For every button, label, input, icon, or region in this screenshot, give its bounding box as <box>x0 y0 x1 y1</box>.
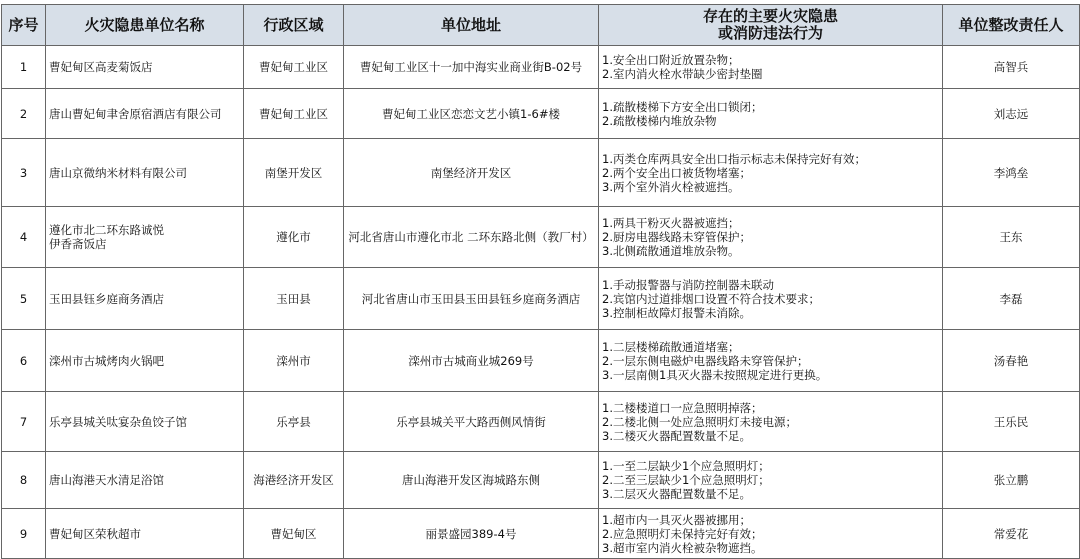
row-district: 玉田县 <box>244 268 344 330</box>
row-index: 4 <box>2 207 46 268</box>
row-unit-name: 乐亭县城关呔宴杂鱼饺子馆 <box>46 392 244 452</box>
issue-line: 2.一层东侧电磁炉电器线路未穿管保护； <box>602 353 809 368</box>
issue-line: 2.室内消火栓水带缺少密封垫圈 <box>602 67 763 81</box>
issue-line: 2.疏散楼梯内堆放杂物 <box>602 113 717 128</box>
row-unit-name: 曹妃甸区高麦菊饭店 <box>46 46 244 89</box>
row-issues <box>599 268 943 330</box>
issue-line: 2.厨房电器线路未穿管保护； <box>602 230 751 244</box>
row-responsible: 汤春艳 <box>943 330 1080 392</box>
table-row <box>2 46 1080 89</box>
row-address: 丽景盛园389-4号 <box>344 509 599 559</box>
row-district: 曹妃甸工业区 <box>244 89 344 139</box>
row-responsible: 王东 <box>943 207 1080 268</box>
header-issues-line2: 或消防违法行为 <box>717 24 823 42</box>
row-issues <box>599 509 943 559</box>
table-row <box>2 330 1080 392</box>
row-address: 乐亭县城关平大路西侧风情街 <box>344 392 599 452</box>
header-issues-line1: 存在的主要火灾隐患 <box>702 7 838 25</box>
issue-line: 2.宾馆内过道排烟口设置不符合技术要求； <box>602 291 820 306</box>
row-responsible: 李磊 <box>943 268 1080 330</box>
row-index: 6 <box>2 330 46 392</box>
table-row <box>2 89 1080 139</box>
fire-hazard-table <box>1 4 1080 559</box>
row-index: 9 <box>2 509 46 559</box>
row-issues <box>599 392 943 452</box>
row-issues <box>599 89 943 139</box>
row-index: 5 <box>2 268 46 330</box>
row-issues <box>599 452 943 509</box>
header-row <box>2 5 1080 46</box>
issue-line: 1.安全出口附近放置杂物； <box>602 53 740 67</box>
issue-line: 2.二楼北侧一处应急照明灯未接电源； <box>602 414 797 429</box>
row-responsible: 高智兵 <box>943 46 1080 89</box>
issue-line: 1.两具干粉灭火器被遮挡； <box>602 216 740 230</box>
header-responsible: 单位整改责任人 <box>943 5 1080 46</box>
issue-line: 1.二层楼梯疏散通道堵塞； <box>602 339 740 354</box>
row-unit-name: 玉田县钰乡庭商务酒店 <box>46 268 244 330</box>
issue-line: 3.一层南侧1具灭火器未按照规定进行更换。 <box>602 367 828 382</box>
issue-line: 2.应急照明灯未保持完好有效； <box>602 526 763 541</box>
row-district: 乐亭县 <box>244 392 344 452</box>
row-index: 7 <box>2 392 46 452</box>
table-row <box>2 392 1080 452</box>
header-address: 单位地址 <box>344 5 599 46</box>
table-row <box>2 268 1080 330</box>
row-responsible: 常爱花 <box>943 509 1080 559</box>
issue-line: 3.二楼灭火器配置数量不足。 <box>602 428 751 443</box>
issue-line: 1.手动报警器与消防控制器未联动 <box>602 277 774 292</box>
issue-line: 3.二层灭火器配置数量不足。 <box>602 487 751 501</box>
issue-line: 3.超市室内消火栓被杂物遮挡。 <box>602 540 763 555</box>
row-district: 遵化市 <box>244 207 344 268</box>
issue-line: 2.两个安全出口被货物堵塞； <box>602 165 751 180</box>
unit-name-line: 伊香斋饭店 <box>49 237 107 251</box>
unit-name-line: 遵化市北二环东路诚悦 <box>49 223 164 237</box>
issue-line: 3.北侧疏散通道堆放杂物。 <box>602 244 740 258</box>
issue-line: 3.控制柜故障灯报警未消除。 <box>602 305 751 320</box>
row-responsible: 李鸿垒 <box>943 139 1080 207</box>
row-index: 1 <box>2 46 46 89</box>
issue-line: 1.超市内一具灭火器被挪用； <box>602 512 751 527</box>
row-responsible: 刘志远 <box>943 89 1080 139</box>
row-address: 河北省唐山市遵化市北 二环东路北侧（教厂村） <box>344 207 599 268</box>
row-address: 曹妃甸工业区十一加中海实业商业街B-02号 <box>344 46 599 89</box>
row-issues <box>599 139 943 207</box>
row-address: 唐山海港开发区海城路东侧 <box>344 452 599 509</box>
row-unit-name: 唐山曹妃甸聿舍原宿酒店有限公司 <box>46 89 244 139</box>
row-district: 海港经济开发区 <box>244 452 344 509</box>
row-address: 滦州市古城商业城269号 <box>344 330 599 392</box>
issue-line: 1.二楼楼道口一应急照明掉落； <box>602 400 763 415</box>
table-row <box>2 139 1080 207</box>
row-index: 2 <box>2 89 46 139</box>
issue-line: 1.一至二层缺少1个应急照明灯； <box>602 459 770 473</box>
header-index: 序号 <box>2 5 46 46</box>
row-district: 曹妃甸工业区 <box>244 46 344 89</box>
row-index: 8 <box>2 452 46 509</box>
row-unit-name: 曹妃甸区荣秋超市 <box>46 509 244 559</box>
row-unit-name: 滦州市古城烤肉火锅吧 <box>46 330 244 392</box>
row-responsible: 王乐民 <box>943 392 1080 452</box>
row-district: 曹妃甸区 <box>244 509 344 559</box>
row-address: 曹妃甸工业区恋恋文艺小镇1-6#楼 <box>344 89 599 139</box>
header-issues <box>599 5 943 46</box>
row-address: 河北省唐山市玉田县玉田县钰乡庭商务酒店 <box>344 268 599 330</box>
row-issues <box>599 207 943 268</box>
row-index: 3 <box>2 139 46 207</box>
row-unit-name: 唐山京微纳米材料有限公司 <box>46 139 244 207</box>
issue-line: 2.二至三层缺少1个应急照明灯； <box>602 473 770 487</box>
row-address: 南堡经济开发区 <box>344 139 599 207</box>
row-issues <box>599 46 943 89</box>
row-district: 滦州市 <box>244 330 344 392</box>
issue-line: 1.丙类仓库两具安全出口指示标志未保持完好有效； <box>602 151 866 166</box>
header-district: 行政区域 <box>244 5 344 46</box>
table-row <box>2 452 1080 509</box>
row-issues <box>599 330 943 392</box>
issue-line: 3.两个室外消火栓被遮挡。 <box>602 179 740 194</box>
row-district: 南堡开发区 <box>244 139 344 207</box>
table-row <box>2 509 1080 559</box>
issue-line: 1.疏散楼梯下方安全出口锁闭； <box>602 99 763 114</box>
row-unit-name: 唐山海港天水清足浴馆 <box>46 452 244 509</box>
table-row <box>2 207 1080 268</box>
row-responsible: 张立鹏 <box>943 452 1080 509</box>
row-unit-name <box>46 207 244 268</box>
header-name: 火灾隐患单位名称 <box>46 5 244 46</box>
